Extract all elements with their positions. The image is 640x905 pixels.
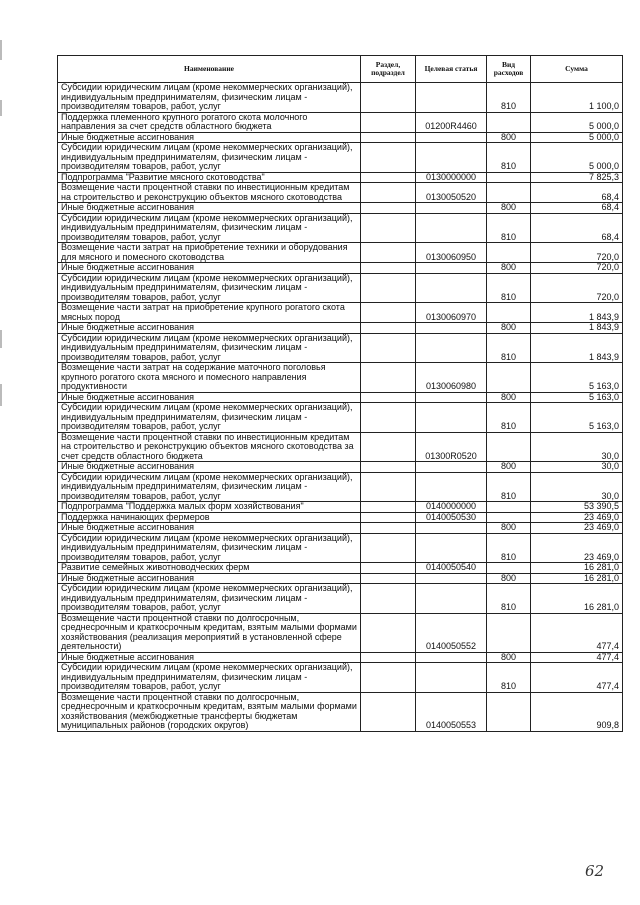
cell-section <box>361 462 416 473</box>
cell-code <box>416 462 487 473</box>
cell-name: Поддержка начинающих фермеров <box>58 512 361 523</box>
cell-name: Возмещение части затрат на содержание маточного поголовья крупного рогатого скота мясного и помесного направления продуктивности <box>58 363 361 393</box>
cell-name: Субсидии юридическим лицам (кроме некоммерческих организаций), индивидуальным предпринимателям, физическим лицам - производителям товаров, работ, услуг <box>58 143 361 173</box>
cell-sum: 1 843,9 <box>531 303 623 323</box>
header-code: Целевая статья <box>416 56 487 83</box>
cell-section <box>361 112 416 132</box>
table-row <box>58 213 623 243</box>
scan-edge-mark <box>0 100 2 116</box>
cell-sum: 5 000,0 <box>531 112 623 132</box>
cell-section <box>361 263 416 274</box>
cell-code <box>416 652 487 663</box>
cell-section <box>361 143 416 173</box>
cell-sum: 477,4 <box>531 652 623 663</box>
cell-type: 800 <box>487 392 531 403</box>
table-row <box>58 584 623 614</box>
cell-name: Возмещение части затрат на приобретение крупного рогатого скота мясных пород <box>58 303 361 323</box>
cell-code: 0130060950 <box>416 243 487 263</box>
table-row <box>58 83 623 113</box>
table-row <box>58 692 623 731</box>
cell-sum: 16 281,0 <box>531 573 623 584</box>
table-row <box>58 613 623 652</box>
cell-name: Субсидии юридическим лицам (кроме некоммерческих организаций), индивидуальным предпринимателям, физическим лицам - производителям товаров, работ, услуг <box>58 273 361 303</box>
cell-sum: 23 469,0 <box>531 512 623 523</box>
cell-name: Возмещение части затрат на приобретение техники и оборудования для мясного и помесного скотоводства <box>58 243 361 263</box>
cell-type <box>487 172 531 183</box>
cell-section <box>361 573 416 584</box>
header-type: Вид расходов <box>487 56 531 83</box>
cell-section <box>361 333 416 363</box>
cell-name: Субсидии юридическим лицам (кроме некоммерческих организаций), индивидуальным предпринимателям, физическим лицам - производителям товаров, работ, услуг <box>58 403 361 433</box>
cell-section <box>361 172 416 183</box>
page-number-mark: 62 <box>585 862 605 880</box>
cell-code: 0140050552 <box>416 613 487 652</box>
cell-type: 800 <box>487 523 531 534</box>
cell-code <box>416 533 487 563</box>
cell-name: Субсидии юридическим лицам (кроме некоммерческих организаций), индивидуальным предпринимателям, физическим лицам - производителям товаров, работ, услуг <box>58 333 361 363</box>
table-body <box>58 83 623 732</box>
cell-section <box>361 512 416 523</box>
cell-code <box>416 573 487 584</box>
table-row <box>58 183 623 203</box>
cell-type: 800 <box>487 323 531 334</box>
cell-type <box>487 502 531 513</box>
cell-name: Иные бюджетные ассигнования <box>58 462 361 473</box>
cell-name: Подпрограмма "Поддержка малых форм хозяйствования" <box>58 502 361 513</box>
table-row <box>58 462 623 473</box>
cell-name: Возмещение части процентной ставки по инвестиционным кредитам на строительство и реконструкцию объектов мясного скотоводства <box>58 183 361 203</box>
cell-type: 800 <box>487 263 531 274</box>
cell-section <box>361 652 416 663</box>
cell-name: Иные бюджетные ассигнования <box>58 323 361 334</box>
cell-type <box>487 112 531 132</box>
cell-code <box>416 263 487 274</box>
cell-code <box>416 392 487 403</box>
cell-section <box>361 432 416 462</box>
scan-edge-mark <box>0 330 2 348</box>
cell-code <box>416 333 487 363</box>
table-row <box>58 533 623 563</box>
cell-sum: 16 281,0 <box>531 563 623 574</box>
cell-name: Иные бюджетные ассигнования <box>58 132 361 143</box>
cell-name: Субсидии юридическим лицам (кроме некоммерческих организаций), индивидуальным предпринимателям, физическим лицам - производителям товаров, работ, услуг <box>58 83 361 113</box>
cell-sum: 16 281,0 <box>531 584 623 614</box>
cell-sum: 5 163,0 <box>531 363 623 393</box>
cell-sum: 5 163,0 <box>531 403 623 433</box>
table-row <box>58 112 623 132</box>
table-row <box>58 502 623 513</box>
cell-type: 810 <box>487 584 531 614</box>
cell-sum: 30,0 <box>531 472 623 502</box>
cell-sum: 30,0 <box>531 432 623 462</box>
cell-section <box>361 83 416 113</box>
cell-section <box>361 502 416 513</box>
cell-sum: 23 469,0 <box>531 523 623 534</box>
cell-type: 810 <box>487 83 531 113</box>
cell-code: 0140050553 <box>416 692 487 731</box>
cell-name: Возмещение части процентной ставки по долгосрочным, среднесрочным и краткосрочным кредитам, взятым малыми формами хозяйствования (межбюджетные трансферты бюджетам муниципальных районов (городских округов) <box>58 692 361 731</box>
cell-type: 810 <box>487 663 531 693</box>
cell-name: Субсидии юридическим лицам (кроме некоммерческих организаций), индивидуальным предпринимателям, физическим лицам - производителям товаров, работ, услуг <box>58 213 361 243</box>
cell-code: 0130060980 <box>416 363 487 393</box>
cell-code <box>416 213 487 243</box>
cell-name: Поддержка племенного крупного рогатого скота молочного направления за счет средств областного бюджета <box>58 112 361 132</box>
cell-sum: 720,0 <box>531 243 623 263</box>
cell-type: 800 <box>487 652 531 663</box>
cell-section <box>361 663 416 693</box>
cell-name: Субсидии юридическим лицам (кроме некоммерческих организаций), индивидуальным предпринимателям, физическим лицам - производителям товаров, работ, услуг <box>58 663 361 693</box>
cell-sum: 68,4 <box>531 213 623 243</box>
cell-name: Субсидии юридическим лицам (кроме некоммерческих организаций), индивидуальным предпринимателям, физическим лицам - производителям товаров, работ, услуг <box>58 584 361 614</box>
cell-section <box>361 392 416 403</box>
cell-type: 810 <box>487 472 531 502</box>
table-row <box>58 512 623 523</box>
cell-section <box>361 584 416 614</box>
cell-code <box>416 663 487 693</box>
cell-sum: 720,0 <box>531 263 623 274</box>
cell-sum: 68,4 <box>531 183 623 203</box>
cell-sum: 30,0 <box>531 462 623 473</box>
cell-code: 01200R4460 <box>416 112 487 132</box>
cell-section <box>361 363 416 393</box>
cell-code: 0140050540 <box>416 563 487 574</box>
cell-name: Развитие семейных животноводческих ферм <box>58 563 361 574</box>
cell-sum: 1 843,9 <box>531 333 623 363</box>
cell-code: 0140000000 <box>416 502 487 513</box>
cell-type: 810 <box>487 533 531 563</box>
table-row <box>58 203 623 214</box>
cell-sum: 909,8 <box>531 692 623 731</box>
table-row <box>58 143 623 173</box>
table-row <box>58 132 623 143</box>
table-row <box>58 523 623 534</box>
header-section: Раздел, подраздел <box>361 56 416 83</box>
cell-code: 0130060970 <box>416 303 487 323</box>
cell-name: Подпрограмма "Развитие мясного скотоводства" <box>58 172 361 183</box>
cell-code <box>416 472 487 502</box>
cell-type: 810 <box>487 143 531 173</box>
cell-section <box>361 273 416 303</box>
cell-type <box>487 563 531 574</box>
cell-code <box>416 143 487 173</box>
cell-type: 810 <box>487 273 531 303</box>
cell-sum: 477,4 <box>531 613 623 652</box>
table-row <box>58 563 623 574</box>
cell-type <box>487 363 531 393</box>
table-row <box>58 333 623 363</box>
cell-sum: 68,4 <box>531 203 623 214</box>
table-row <box>58 273 623 303</box>
table-row <box>58 403 623 433</box>
cell-section <box>361 692 416 731</box>
cell-name: Возмещение части процентной ставки по инвестиционным кредитам на строительство и реконструкцию объектов мясного скотоводства за счет средств областного бюджета <box>58 432 361 462</box>
cell-section <box>361 132 416 143</box>
table-row <box>58 652 623 663</box>
table-row <box>58 243 623 263</box>
cell-type: 800 <box>487 462 531 473</box>
budget-table <box>57 55 623 732</box>
cell-sum: 1 100,0 <box>531 83 623 113</box>
cell-sum: 7 825,3 <box>531 172 623 183</box>
table-row <box>58 432 623 462</box>
table-row <box>58 663 623 693</box>
table-row <box>58 303 623 323</box>
cell-code <box>416 273 487 303</box>
cell-sum: 5 000,0 <box>531 143 623 173</box>
cell-type: 810 <box>487 213 531 243</box>
cell-type: 810 <box>487 333 531 363</box>
table-row <box>58 263 623 274</box>
table-header-row <box>58 56 623 83</box>
cell-code <box>416 523 487 534</box>
cell-code <box>416 203 487 214</box>
cell-code <box>416 83 487 113</box>
cell-section <box>361 183 416 203</box>
cell-sum: 720,0 <box>531 273 623 303</box>
cell-code: 0140050530 <box>416 512 487 523</box>
table-row <box>58 392 623 403</box>
cell-type <box>487 243 531 263</box>
cell-type: 800 <box>487 132 531 143</box>
cell-type <box>487 303 531 323</box>
header-name: Наименование <box>58 56 361 83</box>
cell-sum: 23 469,0 <box>531 533 623 563</box>
cell-name: Субсидии юридическим лицам (кроме некоммерческих организаций), индивидуальным предпринимателям, физическим лицам - производителям товаров, работ, услуг <box>58 472 361 502</box>
cell-type <box>487 183 531 203</box>
cell-code: 0130050520 <box>416 183 487 203</box>
cell-type <box>487 613 531 652</box>
cell-code <box>416 132 487 143</box>
cell-type: 800 <box>487 203 531 214</box>
cell-code: 01300R0520 <box>416 432 487 462</box>
cell-name: Субсидии юридическим лицам (кроме некоммерческих организаций), индивидуальным предпринимателям, физическим лицам - производителям товаров, работ, услуг <box>58 533 361 563</box>
cell-section <box>361 533 416 563</box>
scan-edge-mark <box>0 40 2 60</box>
cell-name: Иные бюджетные ассигнования <box>58 263 361 274</box>
cell-name: Иные бюджетные ассигнования <box>58 573 361 584</box>
cell-section <box>361 303 416 323</box>
cell-code: 0130000000 <box>416 172 487 183</box>
cell-section <box>361 613 416 652</box>
cell-code <box>416 403 487 433</box>
table-row <box>58 323 623 334</box>
cell-name: Иные бюджетные ассигнования <box>58 203 361 214</box>
cell-sum: 5 000,0 <box>531 132 623 143</box>
cell-type: 810 <box>487 403 531 433</box>
table-row <box>58 573 623 584</box>
cell-type <box>487 432 531 462</box>
cell-name: Возмещение части процентной ставки по долгосрочным, среднесрочным и краткосрочным кредитам, взятым малыми формами хозяйствования (реализация мероприятий в установленной сфере деятельности) <box>58 613 361 652</box>
cell-type <box>487 512 531 523</box>
cell-section <box>361 203 416 214</box>
table-row <box>58 472 623 502</box>
scan-edge-mark <box>0 384 2 406</box>
cell-name: Иные бюджетные ассигнования <box>58 392 361 403</box>
cell-section <box>361 213 416 243</box>
cell-code <box>416 323 487 334</box>
cell-sum: 5 163,0 <box>531 392 623 403</box>
cell-sum: 53 390,5 <box>531 502 623 513</box>
cell-sum: 1 843,9 <box>531 323 623 334</box>
cell-section <box>361 563 416 574</box>
cell-section <box>361 472 416 502</box>
cell-section <box>361 243 416 263</box>
header-sum: Сумма <box>531 56 623 83</box>
cell-name: Иные бюджетные ассигнования <box>58 523 361 534</box>
table-row <box>58 172 623 183</box>
cell-type <box>487 692 531 731</box>
cell-section <box>361 523 416 534</box>
cell-code <box>416 584 487 614</box>
cell-name: Иные бюджетные ассигнования <box>58 652 361 663</box>
table-row <box>58 363 623 393</box>
cell-section <box>361 403 416 433</box>
cell-sum: 477,4 <box>531 663 623 693</box>
cell-section <box>361 323 416 334</box>
cell-type: 800 <box>487 573 531 584</box>
